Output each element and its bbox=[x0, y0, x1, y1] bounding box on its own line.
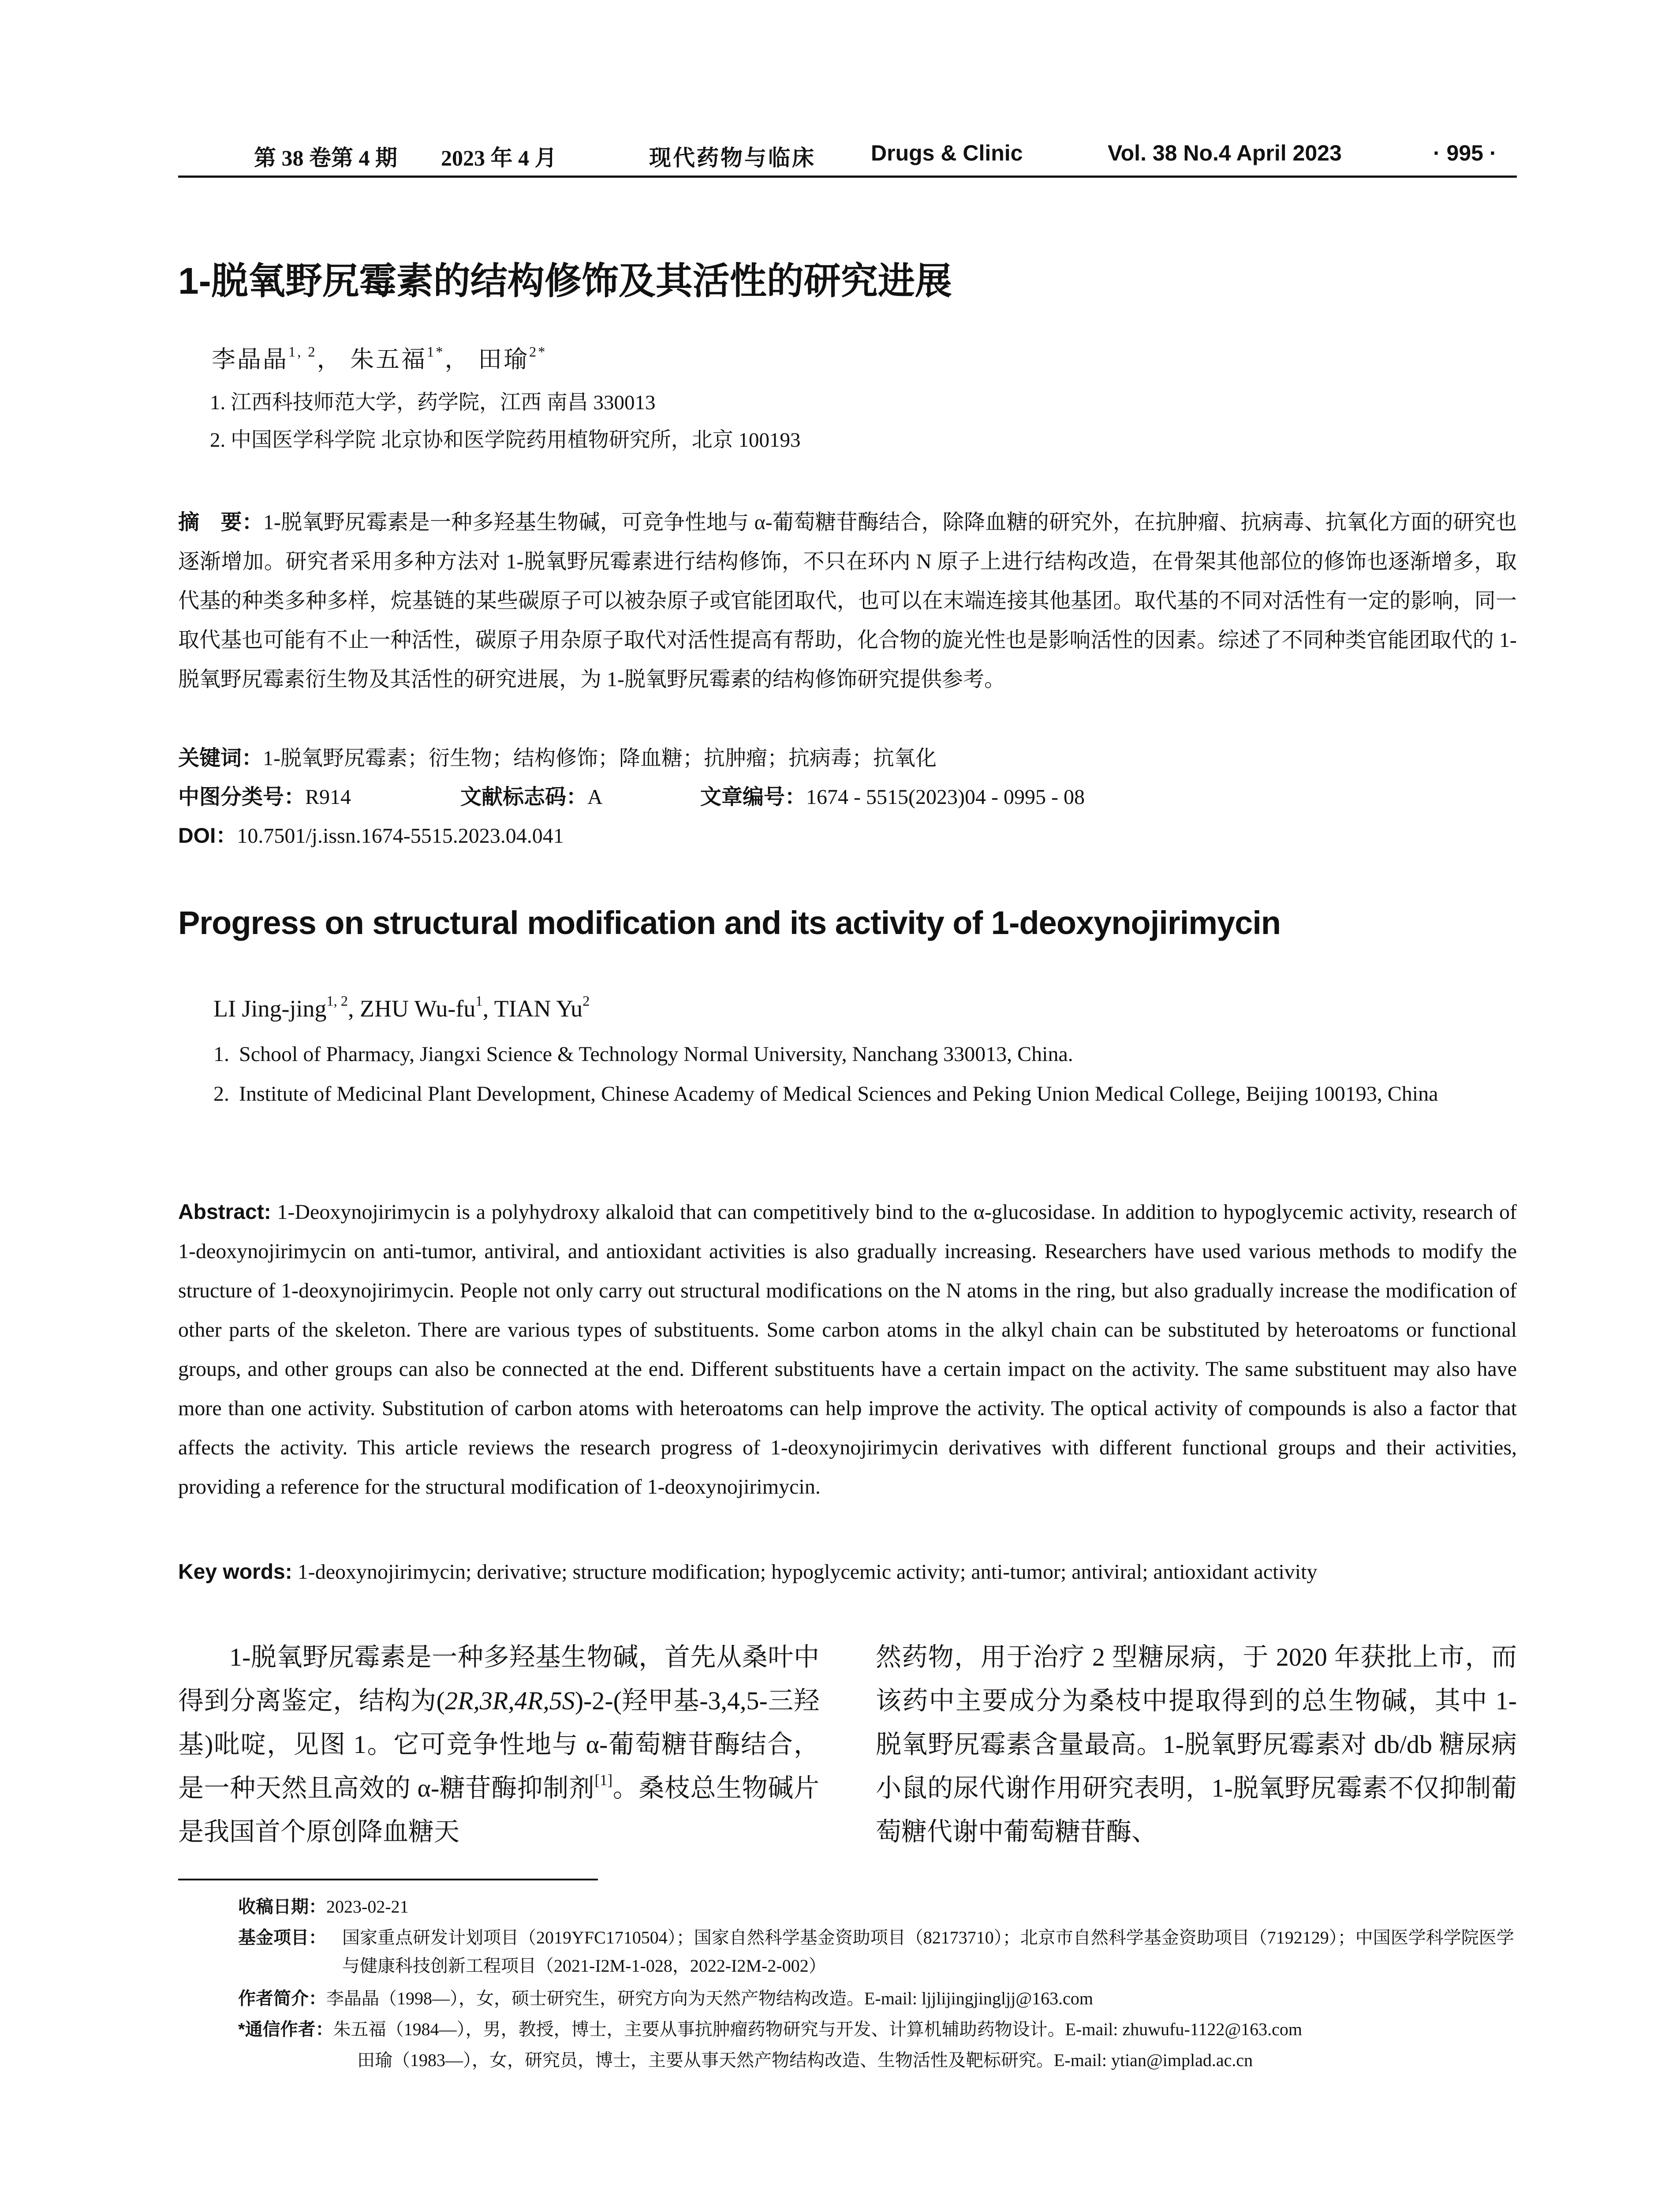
en-affiliation bbox=[213, 1074, 1517, 1114]
footnote-corresponding bbox=[238, 2015, 1517, 2044]
article-number-value: 1674 - 5515(2023)04 - 0995 - 08 bbox=[806, 785, 1085, 809]
en-keywords-label: Key words: bbox=[178, 1560, 292, 1584]
header-rule bbox=[178, 176, 1517, 178]
footnote-corresponding-2: 田瑜（1983—），女，研究员，博士，主要从事天然产物结构改造、生物活性及靶标研究。E-mail: ytian@implad.ac.cn bbox=[357, 2050, 1253, 2070]
en-affiliation-text: School of Pharmacy, Jiangxi Science & Technology Normal University, Nanchang 330013, China. bbox=[239, 1043, 1073, 1066]
en-author-sep: , bbox=[348, 995, 360, 1022]
en-keywords-text: 1-deoxynojirimycin; derivative; structure modification; hypoglycemic activity; anti-tumor; antiviral; antioxidant activity bbox=[297, 1560, 1318, 1584]
en-affiliation-number: 1. bbox=[213, 1043, 229, 1066]
en-author-sep: , bbox=[482, 995, 494, 1022]
author-bio-label: 作者简介： bbox=[238, 1989, 326, 2008]
en-author-name: LI Jing-jing bbox=[213, 995, 327, 1022]
cn-author-sup: 1, 2 bbox=[288, 344, 317, 360]
body-text: 。桑枝总生物碱片是我国首个原创降血糖天 bbox=[178, 1774, 819, 1846]
corresponding-label: *通信作者： bbox=[238, 2020, 333, 2039]
en-abstract-text: 1-Deoxynojirimycin is a polyhydroxy alkaloid that can competitively bind to the α-glucosidase. In addition to hypoglycemic activity, research of 1-deoxynojirimycin on anti-tumor, antiviral, and antioxidant activities is also gradually increasing. Researchers have used various methods to modify the structure of 1-deoxynojirimycin. People not only carry out structural modifications on the N atoms in the ring, but also gradually increase the modification of other parts of the skeleton. There are various types of substituents. Some carbon atoms in the alkyl chain can be substituted by heteroatoms or functional groups, and other groups can also be connected at the end. Different substituents have a certain impact on the activity. The same substituent may also have more than one activity. Substitution of carbon atoms with heteroatoms can help improve the activity. The optical activity of compounds is also a factor that affects the activity. This article reviews the research progress of 1-deoxynojirimycin derivatives with different functional groups and their activities, providing a reference for the structural modification of 1-deoxynojirimycin. bbox=[178, 1200, 1517, 1499]
en-keywords bbox=[178, 1552, 1517, 1592]
cn-author-sup: 2* bbox=[529, 344, 547, 360]
footnote-received bbox=[238, 1893, 1517, 1921]
fund-text: 国家重点研发计划项目（2019YFC1710504）；国家自然科学基金资助项目（82173710）；北京市自然科学基金资助项目（7192129）；中国医学科学院医学与健康科技创新工程项目（2021-I2M-1-028，2022-I2M-2-002） bbox=[342, 1928, 1514, 1976]
clc-value: R914 bbox=[305, 785, 351, 809]
header-issue-cn: 第 38 卷第 4 期 bbox=[254, 146, 397, 170]
body-column-right: 然药物，用于治疗 2 型糖尿病，于 2020 年获批上市，而该药中主要成分为桑枝中提取得到的总生物碱，其中 1-脱氧野尻霉素含量最高。1-脱氧野尻霉素对 db/db 糖尿病小鼠的尿代谢作用研究表明，1-脱氧野尻霉素不仅抑制葡萄糖代谢中葡萄糖苷酶、 bbox=[876, 1643, 1517, 1846]
doc-code bbox=[460, 780, 603, 810]
cn-keywords-label: 关键词： bbox=[178, 747, 263, 770]
cn-keywords bbox=[178, 741, 937, 771]
en-abstract bbox=[178, 1192, 1517, 1506]
en-affiliation-number: 2. bbox=[213, 1082, 229, 1106]
cn-author-name: 田瑜 bbox=[478, 346, 529, 373]
reference-citation[interactable]: [1] bbox=[594, 1771, 613, 1789]
cn-author-sep: ， bbox=[444, 346, 470, 373]
en-affiliation bbox=[213, 1035, 1517, 1074]
header-date-cn: 2023 年 4 月 bbox=[441, 146, 557, 170]
cn-abstract bbox=[178, 503, 1517, 699]
header-journal-cn: 现代药物与临床 bbox=[649, 146, 816, 170]
en-authors bbox=[213, 995, 590, 1022]
doi-value: 10.7501/j.issn.1674-5515.2023.04.041 bbox=[237, 824, 564, 848]
header-journal-en: Drugs & Clinic bbox=[871, 141, 1023, 165]
body-column-left bbox=[178, 1635, 819, 1854]
cn-keywords-text: 1-脱氧野尻霉素；衍生物；结构修饰；降血糖；抗肿瘤；抗病毒；抗氧化 bbox=[263, 747, 937, 770]
cn-abstract-label: 摘 要： bbox=[178, 511, 263, 534]
doc-code-value: A bbox=[587, 785, 603, 809]
author-bio-text: 李晶晶（1998—），女，硕士研究生，研究方向为天然产物结构改造。E-mail: ljjlijingjingljj@163.com bbox=[326, 1988, 1094, 2008]
clc-label: 中图分类号： bbox=[178, 785, 306, 809]
cn-affiliation: 2. 中国医学科学院 北京协和医学院药用植物研究所，北京 100193 bbox=[210, 429, 801, 452]
en-author-sup: 1, 2 bbox=[326, 993, 348, 1009]
footnote-fund bbox=[238, 1924, 1517, 1980]
cn-author-sup: 1* bbox=[427, 344, 445, 360]
cn-authors bbox=[212, 340, 547, 374]
corresponding-text: 朱五福（1984—），男，教授，博士，主要从事抗肿瘤药物研究与开发、计算机辅助药物设计。E-mail: zhuwufu-1122@163.com bbox=[333, 2019, 1303, 2039]
cn-author-name: 朱五福 bbox=[350, 346, 427, 373]
cn-title: 1-脱氧野尻霉素的结构修饰及其活性的研究进展 bbox=[178, 260, 952, 302]
article-number bbox=[700, 780, 1085, 810]
en-author-sup: 1 bbox=[475, 993, 483, 1009]
stereo-config: 2R,3R,4R,5S bbox=[444, 1686, 575, 1715]
cn-classification-line bbox=[178, 780, 351, 810]
en-title: Progress on structural modification and its activity of 1-deoxynojirimycin bbox=[178, 904, 1281, 941]
doi-label: DOI： bbox=[178, 824, 237, 848]
body-text: )-2-(羟甲基-3,4,5-三羟基)吡啶，见图 1。它可竞争性地与 α-葡萄糖苷酶结合，是一种天然且高效的 α-糖苷酶抑制剂 bbox=[178, 1686, 819, 1802]
en-affiliation-text: Institute of Medicinal Plant Development, Chinese Academy of Medical Sciences and Peking Union Medical College, Beijing 100193, China bbox=[239, 1082, 1438, 1106]
en-author-name: TIAN Yu bbox=[494, 995, 583, 1022]
body-text: 1-脱氧野尻霉素是一种多羟基生物碱，首先从桑叶中得到分离鉴定，结构为( bbox=[178, 1643, 819, 1715]
header-page-number: · 995 · bbox=[1433, 141, 1497, 165]
received-label: 收稿日期： bbox=[238, 1897, 326, 1917]
article-number-label: 文章编号： bbox=[700, 785, 806, 809]
doi-line bbox=[178, 818, 564, 849]
footnote-author bbox=[238, 1984, 1517, 2013]
cn-author-sep: ， bbox=[317, 346, 343, 373]
en-author-sup: 2 bbox=[582, 993, 590, 1009]
cn-abstract-text: 1-脱氧野尻霉素是一种多羟基生物碱，可竞争性地与 α-葡萄糖苷酶结合，除降血糖的研究外，在抗肿瘤、抗病毒、抗氧化方面的研究也逐渐增加。研究者采用多种方法对 1-脱氧野尻霉素进行结构修饰，不只在环内 N 原子上进行结构改造，在骨架其他部位的修饰也逐渐增多，取代基的种类多种多样，烷基链的某些碳原子可以被杂原子或官能团取代，也可以在末端连接其他基团。取代基的不同对活性有一定的影响，同一取代基也可能有不止一种活性，碳原子用杂原子取代对活性提高有帮助，化合物的旋光性也是影响活性的因素。综述了不同种类官能团取代的 1-脱氧野尻霉素衍生物及其活性的研究进展，为 1-脱氧野尻霉素的结构修饰研究提供参考。 bbox=[178, 511, 1517, 691]
cn-author-name: 李晶晶 bbox=[212, 346, 288, 373]
header-issue-en: Vol. 38 No.4 April 2023 bbox=[1108, 141, 1342, 165]
en-abstract-label: Abstract: bbox=[178, 1200, 271, 1224]
en-author-name: ZHU Wu-fu bbox=[360, 995, 476, 1022]
fund-label: 基金项目： bbox=[238, 1928, 326, 1947]
received-date: 2023-02-21 bbox=[326, 1897, 409, 1917]
cn-affiliation: 1. 江西科技师范大学，药学院，江西 南昌 330013 bbox=[210, 391, 656, 414]
footnote-rule bbox=[178, 1879, 598, 1880]
doc-code-label: 文献标志码： bbox=[460, 785, 588, 809]
